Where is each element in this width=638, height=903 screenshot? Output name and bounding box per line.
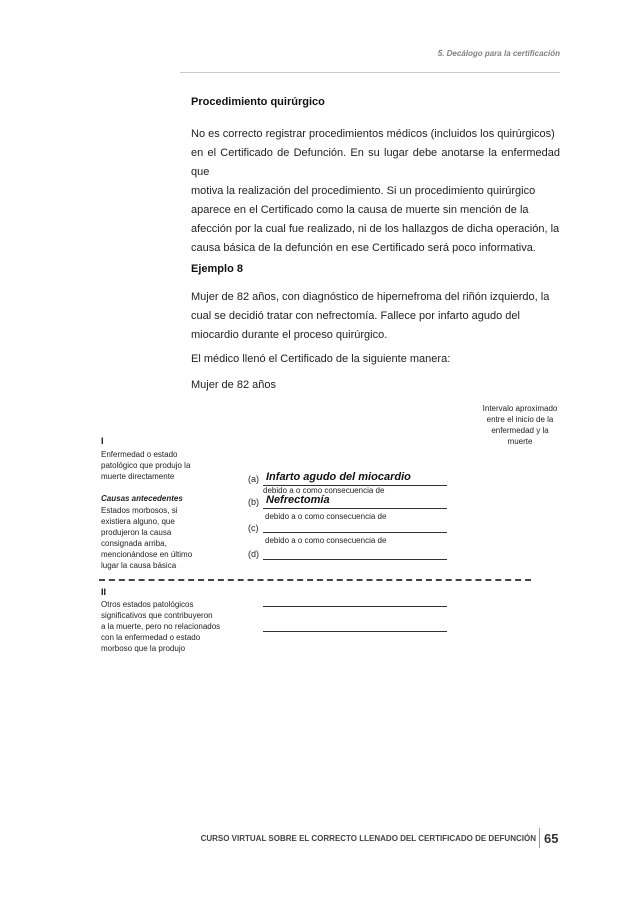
description-line: patológico que produjo la (101, 461, 191, 470)
example-heading: Ejemplo 8 (191, 263, 243, 275)
cause-d-letter: (d) (248, 549, 259, 559)
description-line: produjeron la causa (101, 528, 172, 537)
part-2-description (101, 599, 251, 654)
section-paragraph (191, 125, 560, 258)
footer-course-title: CURSO VIRTUAL SOBRE EL CORRECTO LLENADO DEL CERTIFICADO DE DEFUNCIÓN (200, 834, 536, 843)
description-line: Estados morbosos, si (101, 506, 178, 515)
description-line: a la muerte, pero no relacionados (101, 622, 221, 631)
running-header: 5. Decálogo para la certificación (437, 49, 560, 58)
paragraph-line: miocardio durante el proceso quirúrgico. (191, 329, 388, 341)
cause-b-line (263, 508, 447, 509)
description-line: con la enfermedad o estado (101, 633, 201, 642)
description-line: Enfermedad o estado (101, 450, 178, 459)
paragraph-line: No es correcto registrar procedimientos médicos (incluidos los quirúrgicos) (191, 128, 555, 140)
due-to-label: debido a o como consecuencia de (263, 486, 385, 495)
page-number: 65 (544, 831, 559, 846)
description-line: existiera alguno, que (101, 517, 175, 526)
section-heading: Procedimiento quirúrgico (191, 96, 325, 108)
part-1-numeral: I (101, 436, 104, 446)
example-paragraph (191, 288, 560, 345)
part-2-line-2 (263, 631, 447, 632)
cause-b-text: Nefrectomía (266, 494, 330, 506)
footer-separator (539, 828, 540, 848)
description-line: muerte directamente (101, 472, 175, 481)
interval-header (475, 403, 565, 447)
paragraph-line: cual se decidió tratar con nefrectomía. Fallece por infarto agudo del (191, 310, 520, 322)
interval-header-line: enfermedad y la (491, 426, 549, 435)
interval-header-line: entre el inicio de la (486, 415, 554, 424)
filled-note: El médico llenó el Certificado de la siguiente manera: (191, 353, 451, 365)
header-rule (180, 72, 560, 73)
part-2-numeral: II (101, 587, 107, 597)
cause-b-letter: (b) (248, 497, 259, 507)
paragraph-line: Mujer de 82 años, con diagnóstico de hipernefroma del riñón izquierdo, la (191, 291, 550, 303)
interval-header-line: Intervalo aproximado (482, 404, 558, 413)
antecedents-description (101, 505, 241, 571)
due-to-label: debido a o como consecuencia de (265, 512, 387, 521)
description-line: morboso que la produjo (101, 644, 186, 653)
part-separator (99, 579, 531, 581)
subject-line: Mujer de 82 años (191, 379, 276, 391)
description-line: mencionándose en último (101, 550, 193, 559)
interval-header-line: muerte (507, 437, 533, 446)
paragraph-line: causa básica de la defunción en ese Certificado será poco informativa. (191, 242, 536, 254)
paragraph-line: aparece en el Certificado como la causa de muerte sin mención de la (191, 204, 529, 216)
description-line: consignada arriba, (101, 539, 167, 548)
paragraph-line: en el Certificado de Defunción. En su lugar debe anotarse la enfermedad que (191, 147, 560, 178)
paragraph-line: afección por la cual fue realizado, ni de los hallazgos de dicha operación, la (191, 223, 560, 235)
cause-a-text: Infarto agudo del miocardio (266, 471, 411, 483)
part-1-description (101, 449, 241, 482)
description-line: Otros estados patológicos (101, 600, 194, 609)
cause-c-letter: (c) (248, 523, 259, 533)
part-2-line-1 (263, 606, 447, 607)
paragraph-line: motiva la realización del procedimiento. Si un procedimiento quirúrgico (191, 185, 536, 197)
cause-c-line (263, 532, 447, 533)
antecedents-title: Causas antecedentes (101, 494, 183, 503)
cause-a-letter: (a) (248, 474, 259, 484)
description-line: significativos que contribuyeron (101, 611, 213, 620)
description-line: lugar la causa básica (101, 561, 177, 570)
due-to-label: debido a o como consecuencia de (265, 536, 387, 545)
cause-d-line (263, 559, 447, 560)
